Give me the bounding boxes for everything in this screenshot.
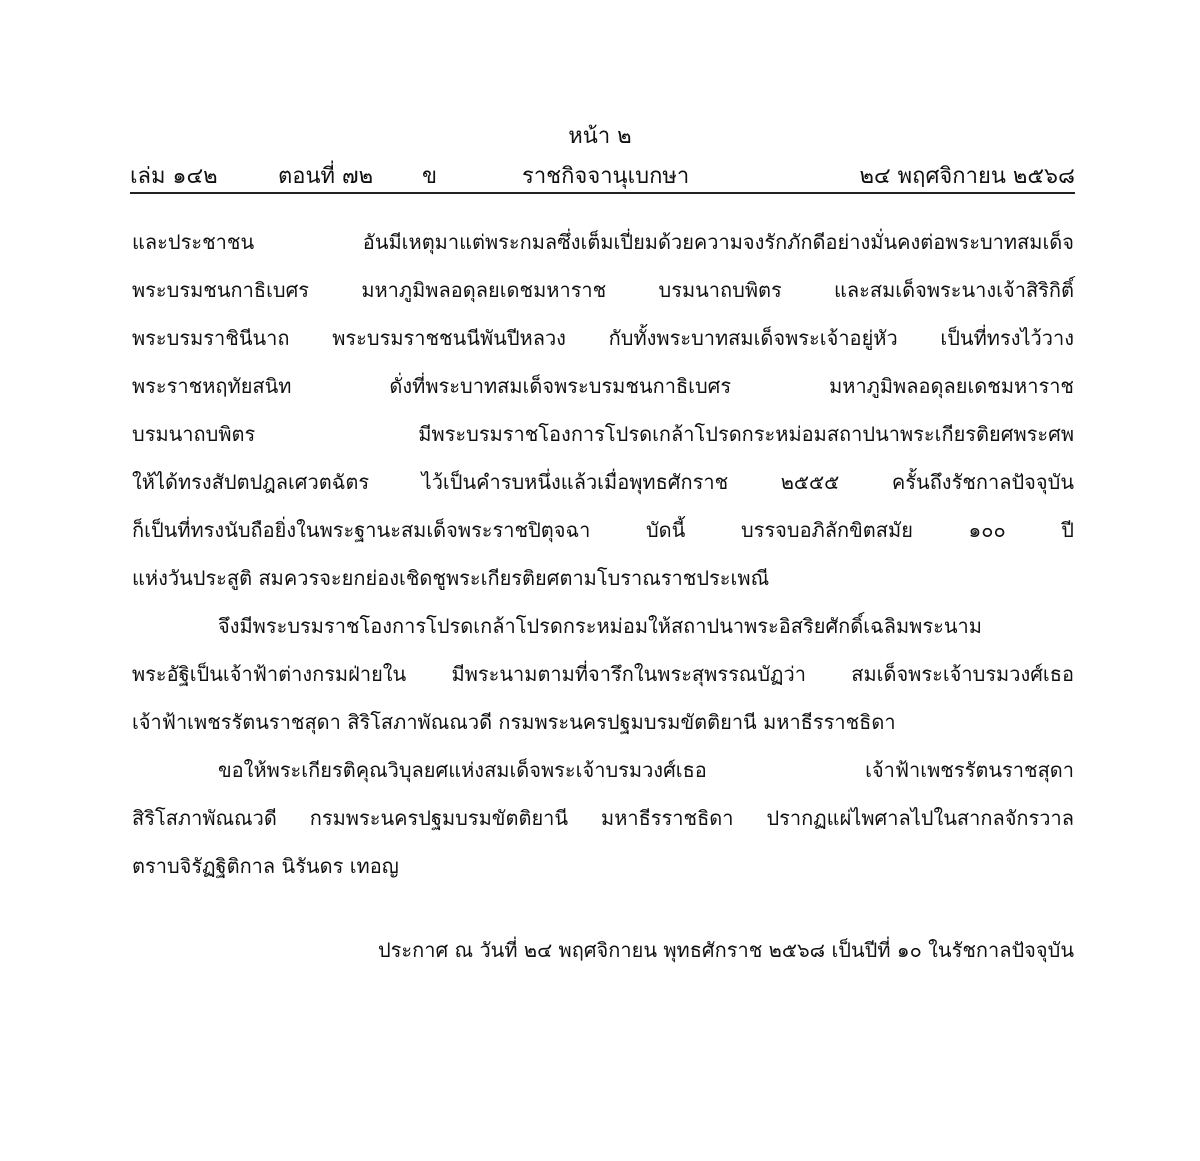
text-line: พระบรมชนกาธิเบศร มหาภูมิพลอดุลยเดชมหาราช บรมนาถบพิตร และสมเด็จพระนางเจ้าสิริกิติ์	[132, 278, 1074, 302]
issue-number: ตอนที่ ๗๒	[278, 164, 374, 189]
text-line: แห่งวันประสูติ สมควรจะยกย่องเชิดชูพระเกียรติยศตามโบราณราชประเพณี	[132, 566, 770, 590]
gazette-header	[130, 158, 1075, 192]
text-line: ก็เป็นที่ทรงนับถือยิ่งในพระฐานะสมเด็จพระราชปิตุจฉา บัดนี้ บรรจบอภิลักขิตสมัย ๑๐๐ ปี	[132, 518, 1074, 542]
text-line: สิริโสภาพัณณวดี กรมพระนครปฐมบรมขัตติยานี มหาธีรราชธิดา ปรากฏแผ่ไพศาลไปในสากลจักรวาล	[132, 806, 1074, 830]
text-line: พระอัฐิเป็นเจ้าฟ้าต่างกรมฝ่ายใน มีพระนามตามที่จารึกในพระสุพรรณบัฏว่า สมเด็จพระเจ้าบรมวงศ์เธอ	[132, 662, 1074, 686]
publication-title: ราชกิจจานุเบกษา	[522, 164, 690, 189]
text-line: บรมนาถบพิตร มีพระบรมราชโองการโปรดเกล้าโปรดกระหม่อมสถาปนาพระเกียรติยศพระศพ	[132, 422, 1074, 446]
text-line: ตราบจิรัฏฐิติกาล นิรันดร เทอญ	[132, 854, 399, 878]
paragraph-3	[132, 746, 1074, 890]
text-line: เจ้าฟ้าเพชรรัตนราชสุดา สิริโสภาพัณณวดี กรมพระนครปฐมบรมขัตติยานี มหาธีรราชธิดา	[132, 710, 896, 734]
section-letter: ข	[422, 164, 438, 189]
announcement-body	[132, 218, 1074, 890]
paragraph-2	[132, 602, 1074, 746]
publication-date: ๒๔ พฤศจิกายน ๒๕๖๘	[859, 164, 1075, 189]
page-number: หน้า ๒	[568, 124, 632, 149]
text-line: จึงมีพระบรมราชโองการโปรดเกล้าโปรดกระหม่อมให้สถาปนาพระอิสริยศักดิ์เฉลิมพระนาม	[218, 614, 982, 638]
volume-number: เล่ม ๑๔๒	[130, 164, 218, 189]
text-line: ขอให้พระเกียรติคุณวิบุลยศแห่งสมเด็จพระเจ้าบรมวงศ์เธอ เจ้าฟ้าเพชรรัตนราชสุดา	[218, 758, 1074, 782]
text-line: พระราชหฤทัยสนิท ดั่งที่พระบาทสมเด็จพระบรมชนกาธิเบศร มหาภูมิพลอดุลยเดชมหาราช	[132, 374, 1074, 398]
text-line: และประชาชน อันมีเหตุมาแต่พระกมลซึ่งเต็มเปี่ยมด้วยความจงรักภักดีอย่างมั่นคงต่อพระบาทสมเด็จ	[132, 230, 1074, 254]
proclamation-date-line: ประกาศ ณ วันที่ ๒๔ พฤศจิกายน พุทธศักราช ๒๕๖๘ เป็นปีที่ ๑๐ ในรัชกาลปัจจุบัน	[377, 938, 1074, 962]
paragraph-1	[132, 218, 1074, 602]
header-divider	[130, 192, 1075, 194]
text-line: พระบรมราชินีนาถ พระบรมราชชนนีพันปีหลวง กับทั้งพระบาทสมเด็จพระเจ้าอยู่หัว เป็นที่ทรงไว้วาง	[132, 326, 1074, 350]
text-line: ให้ได้ทรงสัปตปฎลเศวตฉัตร ไว้เป็นคำรบหนึ่งแล้วเมื่อพุทธศักราช ๒๕๕๕ ครั้นถึงรัชกาลปัจจุบัน	[132, 470, 1074, 494]
